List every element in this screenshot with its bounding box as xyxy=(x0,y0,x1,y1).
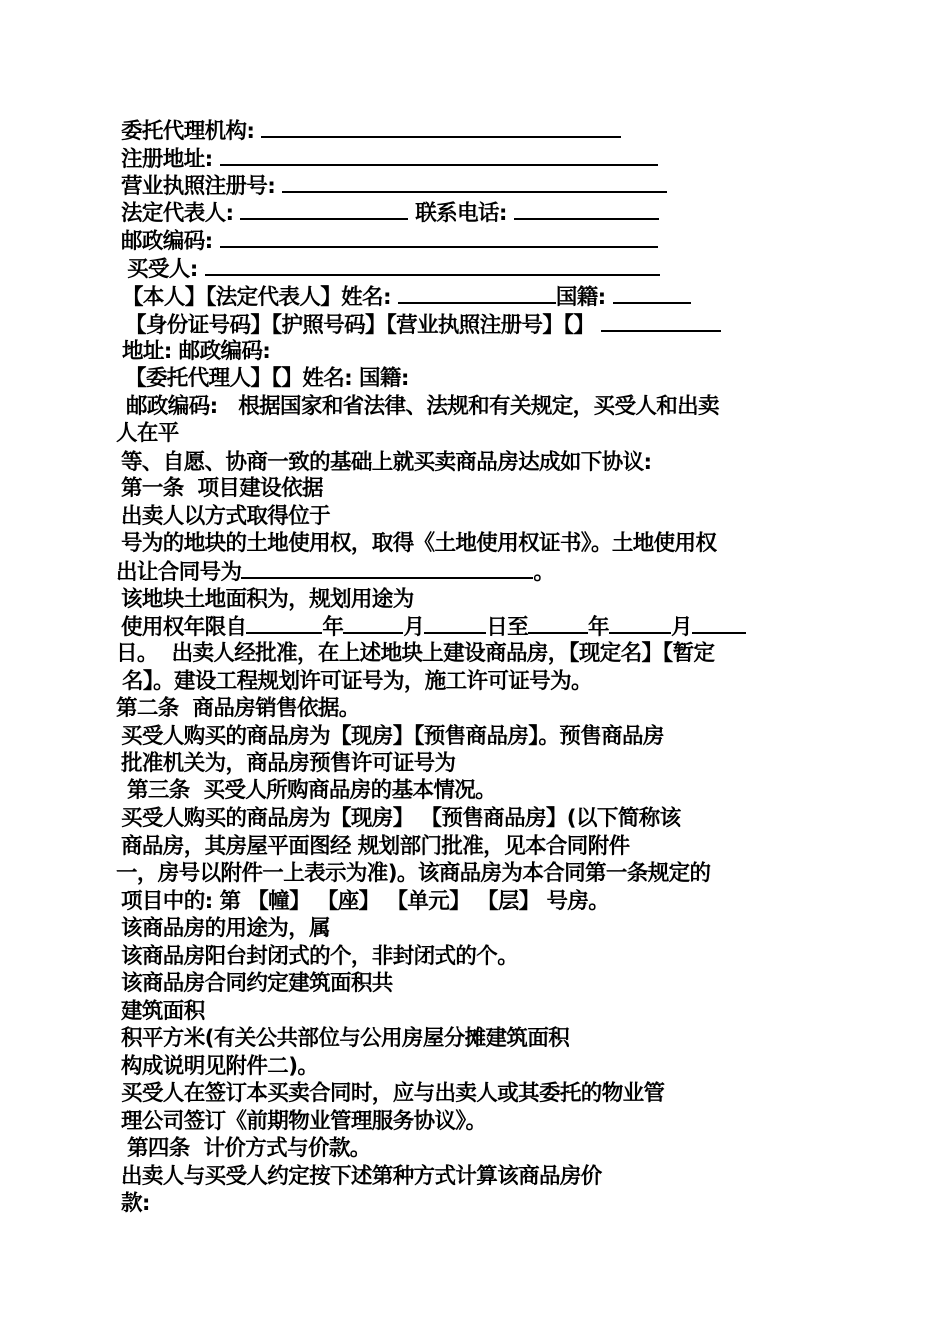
doc-line: 出让合同号为 。 xyxy=(116,560,555,585)
doc-line: 邮政编码: 根据国家和省法律、法规和有关规定，买受人和出卖 xyxy=(126,394,719,419)
doc-line: 买受人在签订本买卖合同时，应与出卖人或其委托的物业管 xyxy=(121,1081,665,1106)
doc-line: 出卖人以方式取得位于 xyxy=(121,504,331,529)
doc-line: 该地块土地面积为，规划用途为 xyxy=(121,587,414,612)
section-heading: 第一条 项目建设依据 xyxy=(121,476,323,501)
doc-line: 营业执照注册号: xyxy=(121,173,667,200)
doc-line: 使用权年限自 年 月 日至 年 月 xyxy=(121,614,746,641)
doc-line: 邮政编码: xyxy=(121,228,658,255)
doc-line: 买受人购买的商品房为【现房】【预售商品房】。预售商品房 xyxy=(121,724,664,749)
doc-line: 批准机关为，商品房预售许可证号为 xyxy=(121,751,456,776)
doc-line: 地址: 邮政编码: xyxy=(122,339,271,364)
doc-line: 积平方米(有关公共部位与公用房屋分摊建筑面积 xyxy=(121,1026,570,1051)
doc-line: 该商品房合同约定建筑面积共 xyxy=(121,971,393,996)
doc-line: 名】。建设工程规划许可证号为，施工许可证号为。 xyxy=(122,669,592,694)
doc-line: 构成说明见附件二)。 xyxy=(121,1054,319,1079)
doc-line: 一，房号以附件一上表示为准)。该商品房为本合同第一条规定的 xyxy=(116,861,711,886)
doc-line: 理公司签订《前期物业管理服务协议》。 xyxy=(121,1109,487,1134)
doc-line: 建筑面积 xyxy=(121,999,205,1024)
doc-line: 委托代理机构: xyxy=(121,118,621,145)
section-heading: 第二条 商品房销售依据。 xyxy=(116,696,360,721)
doc-line: 等、自愿、协商一致的基础上就买卖商品房达成如下协议: xyxy=(121,450,652,475)
doc-line: 商品房，其房屋平面图经 规划部门批准，见本合同附件 xyxy=(121,834,630,859)
doc-line: 法定代表人: 联系电话: xyxy=(121,200,659,227)
doc-line: 该商品房的用途为，属 xyxy=(121,916,331,941)
section-heading: 第三条 买受人所购商品房的基本情况。 xyxy=(127,778,497,803)
doc-line: 买受人: xyxy=(127,256,660,283)
doc-line: 项目中的: 第 【幢】 【座】 【单元】 【层】 号房。 xyxy=(121,889,610,914)
doc-line: 【本人】【法定代表人】姓名: 国籍: xyxy=(122,284,691,311)
doc-line: 买受人购买的商品房为【现房】 【预售商品房】(以下简称该 xyxy=(121,806,681,831)
doc-line: 该商品房阳台封闭式的个，非封闭式的个。 xyxy=(121,944,519,969)
doc-line: 【身份证号码】【护照号码】【营业执照注册号】【】 xyxy=(125,312,721,339)
doc-line: 出卖人与买受人约定按下述第种方式计算该商品房价 xyxy=(121,1164,602,1189)
doc-line: 人在平 xyxy=(116,421,179,446)
doc-line: 注册地址: xyxy=(121,146,658,173)
doc-line: 【委托代理人】【】姓名: 国籍: xyxy=(125,366,409,391)
doc-line: 日。 出卖人经批准，在上述地块上建设商品房，【现定名】【暂定 xyxy=(116,641,715,666)
section-heading: 第四条 计价方式与价款。 xyxy=(127,1136,371,1161)
doc-line: 号为的地块的土地使用权，取得《土地使用权证书》。土地使用权 xyxy=(121,531,717,556)
doc-line: 款: xyxy=(121,1191,150,1216)
